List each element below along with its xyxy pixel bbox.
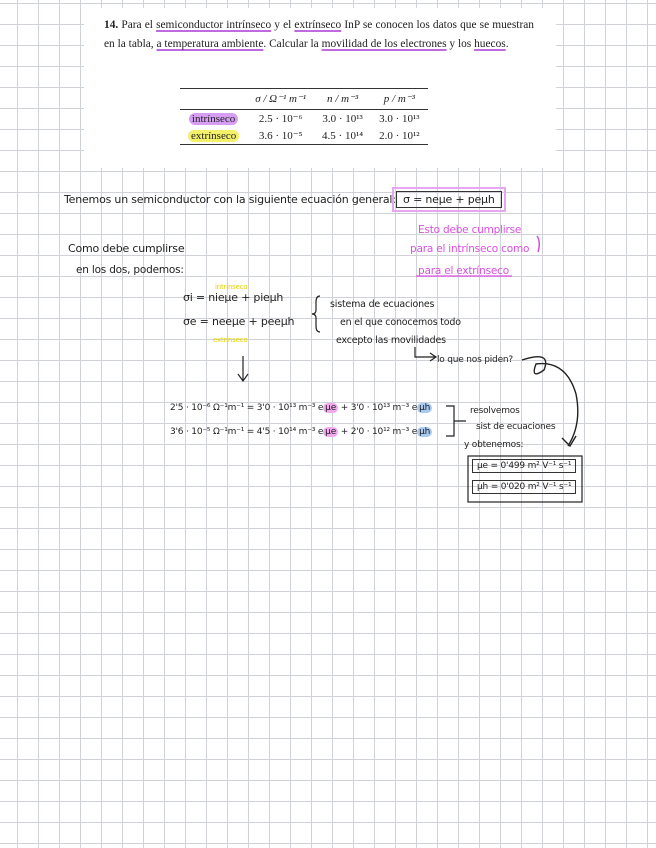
highlight-huecos: huecos (474, 38, 506, 50)
highlight-semiconductor: semiconductor intrínseco (156, 19, 272, 31)
data-table (180, 88, 428, 145)
system-note-3: excepto las movilidades (336, 335, 446, 346)
row-label (180, 127, 247, 145)
down-arrow-icon (238, 356, 248, 381)
system-note-2: en el que conocemos todo (340, 317, 461, 328)
must-note-2: en los dos, podemos: (76, 264, 184, 276)
table-header (180, 89, 247, 110)
solve-note-2: sist de ecuaciones (476, 422, 556, 432)
mu-e-mark: μe (325, 427, 337, 437)
result-mu-h-box: μh = 0'020 m² V⁻¹ s⁻¹ (472, 480, 576, 494)
label-extrinseco: extrínseco (213, 336, 248, 344)
solve-note-3: y obtenemos: (464, 440, 524, 450)
numeric-eq-1-mid: + 3'0 · 10¹³ m⁻³ e (338, 403, 418, 413)
hook-arrow-icon (415, 347, 436, 361)
highlight-temperatura: a temperatura ambiente (156, 38, 264, 50)
table-cell: 3.6 · 10⁻⁵ (247, 127, 314, 145)
must-note-1: Como debe cumplirse (68, 242, 185, 255)
problem-text: y los (446, 38, 475, 50)
curly-brace-icon (312, 296, 320, 332)
problem-number: 14. (104, 19, 119, 31)
problem-text: . (505, 38, 509, 50)
general-equation-box: σ = neμe + peμh (396, 191, 502, 208)
intro-note: Tenemos un semiconductor con la siguiente ecuación general: (64, 193, 396, 206)
highlight-extrinseco: extrínseco (294, 19, 342, 31)
label-intrinseco: intrínseco (215, 283, 248, 291)
numeric-eq-2-lhs: 3'6 · 10⁻⁵ Ω⁻¹m⁻¹ = 4'5 · 10¹⁴ m⁻³ e (170, 427, 324, 437)
curve-arrow-icon (522, 357, 578, 446)
problem-statement (104, 16, 534, 54)
table-cell: 3.0 · 10¹³ (322, 112, 363, 125)
table-row (180, 127, 428, 145)
problem-text: Para el (121, 19, 157, 31)
problem-text: InP se conocen los datos que se muestran en la tabla, (104, 19, 534, 50)
mu-h-mark: μh (419, 427, 431, 437)
table-header: σ / Ω⁻¹ m⁻¹ (247, 89, 314, 110)
table-header-row (180, 89, 428, 110)
mu-h-mark: μh (419, 403, 431, 413)
system-note-1: sistema de ecuaciones (330, 299, 435, 310)
side-note-1: Esto debe cumplirse (418, 224, 522, 236)
numeric-equation-2 (170, 427, 432, 437)
pink-bracket-mark (537, 236, 539, 252)
row-label (180, 110, 247, 128)
table-header: n / m⁻³ (314, 89, 371, 110)
table-row (180, 110, 428, 128)
intrinseco-label: intrínseco (189, 113, 238, 125)
general-equation (396, 193, 502, 206)
side-note-3: para el extrínseco (418, 265, 509, 277)
table-header: p / m⁻³ (371, 89, 428, 110)
table-cell: 2.5 · 10⁻⁶ (258, 113, 303, 125)
equation-extrinseco: σe = neeμe + peeμh (183, 315, 295, 328)
question-note: lo que nos piden? (437, 355, 513, 365)
bracket-icon (446, 406, 466, 436)
numeric-equation-1 (170, 403, 432, 413)
solve-note-1: resolvemos (470, 406, 520, 416)
result-mu-h (472, 482, 576, 492)
problem-text: . Calcular la (263, 38, 322, 50)
numeric-eq-1-lhs: 2'5 · 10⁻⁶ Ω⁻¹m⁻¹ = 3'0 · 10¹³ m⁻³ e (170, 403, 324, 413)
table-cell: 4.5 · 10¹⁴ (314, 127, 371, 145)
numeric-eq-2-mid: + 2'0 · 10¹² m⁻³ e (338, 427, 418, 437)
mu-e-mark: μe (325, 403, 337, 413)
result-mu-e (472, 461, 576, 471)
result-mu-e-box: μe = 0'499 m² V⁻¹ s⁻¹ (472, 459, 576, 473)
problem-text: y el (271, 19, 295, 31)
extrinseco-label: extrínseco (188, 130, 239, 142)
equation-intrinseco: σi = nieμe + pieμh (183, 291, 284, 304)
table-cell: 2.0 · 10¹² (371, 127, 428, 145)
side-note-2: para el intrínseco como (410, 243, 530, 255)
table-cell: 3.0 · 10¹³ (379, 112, 420, 125)
highlight-movilidad: movilidad de los electrones (321, 38, 447, 50)
